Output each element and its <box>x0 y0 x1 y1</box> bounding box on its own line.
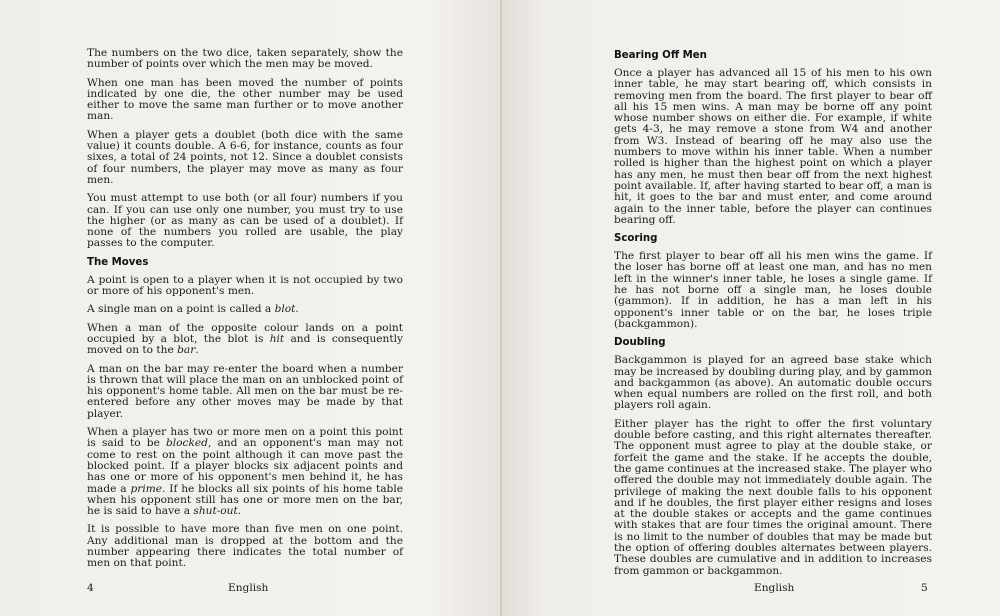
left-page-text <box>87 48 403 577</box>
open-point-paragraph: A point is open to a player when it is not occupied by two or more of his opponent's men. <box>87 273 403 298</box>
page-number-left: 4 <box>87 582 94 594</box>
one-die-paragraph: When one man has been moved the number of points indicated by one die, the other number may be used either to move the same man further or to move another man. <box>87 76 403 123</box>
page-number-right: 5 <box>921 582 928 594</box>
language-footer-left: English <box>228 582 269 594</box>
right-page-text <box>614 48 932 584</box>
language-footer-right: English <box>754 582 795 594</box>
dice-numbers-paragraph: The numbers on the two dice, taken separately, show the number of points over which the men may be moved. <box>87 47 403 71</box>
blot-paragraph: A single man on a point is called a blot. <box>87 303 299 316</box>
doubling-paragraph-2: Either player has the right to offer the first voluntary double before casting, and this right alternates thereafter. The opponent must agree to play at the double stake, or forfeit the game and the stake. If he accepts the double, the game continues at the increased stake. The player who offered the double may not immediately double again. The privilege of making the next double falls to his opponent and if he doubles, the first player either resigns and loses at the double stakes or accepts and the game continues with stakes that are four times the original amount. There is no limit to the number of doubles that may be made but the option of offering doubles alternates between players. These doubles are cumulative and in addition to increases from gammon or backgammon. <box>614 417 932 577</box>
doublet-paragraph: When a player gets a doublet (both dice with the same value) it counts double. A 6-6, for instance, counts as four sixes, a total of 24 points, not 12. Since a doublet consists of four numbers, the player may move as many as four men. <box>87 128 403 186</box>
doubling-heading: Doubling <box>614 337 666 349</box>
use-numbers-paragraph: You must attempt to use both (or all four) numbers if you can. If you can use only one number, you must try to use the higher (or as many as can be used of a doublet). If none of the numbers you rolled are usable, the play passes to the computer. <box>87 192 403 250</box>
five-men-paragraph: It is possible to have more than five men on one point. Any additional man is dropped at the bottom and the number appearing there indicates the total number of men on that point. <box>87 523 403 570</box>
doubling-paragraph-1: Backgammon is played for an agreed base stake which may be increased by doubling during play, and by gammon and backgammon (as above). An automatic double occurs when equal numbers are rolled on the first roll, and both players roll again. <box>614 354 932 412</box>
scoring-paragraph: The first player to bear off all his men wins the game. If the loser has borne off at least one man, and has no men left in the winner's inner table, he loses a single game. If he has not borne off a single man, he loses double (gammon). If in addition, he has a man left in his opponent's inner table or on the bar, he loses triple (backgammon). <box>614 250 932 330</box>
moves-heading: The Moves <box>87 256 149 268</box>
scoring-heading: Scoring <box>614 233 658 245</box>
bearing-off-paragraph: Once a player has advanced all 15 of his men to his own inner table, he may start bearing off, which consists in removing men from the board. The first player to bear off all his 15 men wins. A man may be borne off any point whose number shows on either die. For example, if white gets 4-3, he may remove a stone from W4 and another from W3. Instead of bearing off he may also use the numbers to move within his inner table. When a number rolled is higher than the highest point on which a player has any men, he must then bear off from the next highest point available. If, after having started to bear off, a man is hit, it goes to the bar and must enter, and come around again to the inner table, before the player can continues bearing off. <box>614 67 932 226</box>
blocked-point-paragraph: When a player has two or more men on a point this point is said to be blocked, and an opponent's man may not come to rest on the point although it can move past the blocked point. If a player blocks six adjacent points and has one or more of his opponent's men behind it, he has made a prime. If he blocks all six points of his home table when his opponent still has one or more men on the bar, he is said to have a shut-out. <box>87 426 403 518</box>
bar-reentry-paragraph: A man on the bar may re-enter the board when a number is thrown that will place the man on an unblocked point of his opponent's home table. All men on the bar must be re-entered before any other moves may be made by that player. <box>87 362 403 420</box>
bearing-off-heading: Bearing Off Men <box>614 50 707 61</box>
hit-paragraph: When a man of the opposite colour lands on a point occupied by a blot, the blot is hit and is consequently moved on to the bar. <box>87 321 404 357</box>
right-page <box>502 0 1000 616</box>
